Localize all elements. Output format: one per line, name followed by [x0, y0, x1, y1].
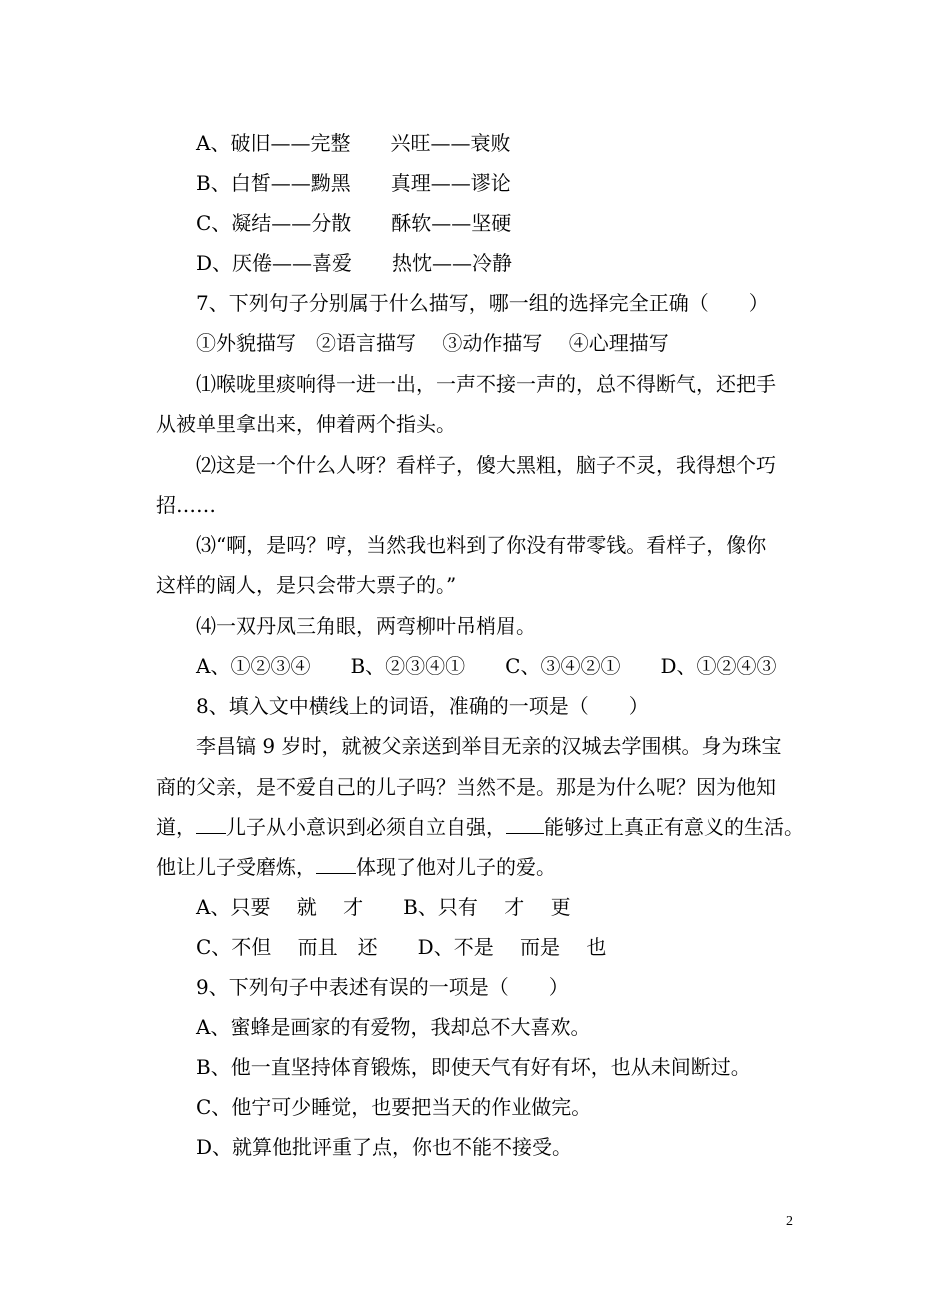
fill-blank-3 [316, 855, 356, 874]
q7-sentence-4: ⑷一双丹凤三角眼，两弯柳叶吊梢眉。 [196, 614, 536, 638]
q7-sentence-2: ⑵这是一个什么人呀？看样子，傻大黑粗，脑子不灵，我得想个巧 [196, 453, 776, 477]
q7-sentence-1-cont: 从被单里拿出来，伸着两个指头。 [156, 412, 456, 436]
q9-question: 9、下列句子中表述有误的一项是（ ） [196, 975, 569, 999]
q6-option-a: A、破旧——完整 兴旺——衰败 [196, 131, 511, 155]
q7-sentence-2-cont: 招…… [156, 493, 216, 517]
q8-text-segment: 他让儿子受磨炼， [156, 855, 316, 879]
q8-passage-line-3 [156, 815, 804, 839]
q6-option-d: D、厌倦——喜爱 热忱——冷静 [196, 251, 513, 275]
q8-text-segment: 能够过上真正有意义的生活。 [544, 815, 804, 839]
q8-passage-line-4 [156, 855, 556, 879]
q8-passage-line-2: 商的父亲，是不爱自己的儿子吗？当然不是。那是为什么呢？因为他知 [156, 775, 776, 799]
q7-description-types: ①外貌描写 ②语言描写 ③动作描写 ④心理描写 [196, 331, 669, 355]
q7-question: 7、下列句子分别属于什么描写，哪一组的选择完全正确（ ） [196, 291, 769, 315]
q8-text-segment: 体现了他对儿子的爱。 [356, 855, 556, 879]
q8-text-segment: 儿子从小意识到必须自立自强， [226, 815, 506, 839]
q9-option-d: D、就算他批评重了点，你也不能不接受。 [196, 1135, 573, 1159]
q8-question: 8、填入文中横线上的词语，准确的一项是（ ） [196, 694, 649, 718]
q7-options: A、①②③④ B、②③④① C、③④②① D、①②④③ [196, 654, 777, 678]
q9-option-a: A、蜜蜂是画家的有爱物，我却总不大喜欢。 [196, 1015, 591, 1039]
q9-option-c: C、他宁可少睡觉，也要把当天的作业做完。 [196, 1095, 592, 1119]
page-number: 2 [786, 1214, 793, 1229]
q7-sentence-1: ⑴喉咙里痰响得一进一出，一声不接一声的，总不得断气，还把手 [196, 372, 776, 396]
q6-option-c: C、凝结——分散 酥软——坚硬 [196, 211, 512, 235]
q6-option-b: B、白皙——黝黑 真理——谬论 [196, 171, 511, 195]
q8-text-segment: 道， [156, 815, 196, 839]
fill-blank-2 [506, 815, 544, 834]
fill-blank-1 [196, 815, 226, 834]
q8-options-ab: A、只要 就 才 B、只有 才 更 [196, 895, 571, 919]
q8-passage-line-1: 李昌镐 9 岁时，就被父亲送到举目无亲的汉城去学围棋。身为珠宝 [196, 734, 782, 758]
q8-options-cd: C、不但 而且 还 D、不是 而是 也 [196, 935, 607, 959]
q7-sentence-3: ⑶“啊，是吗？哼，当然我也料到了你没有带零钱。看样子，像你 [196, 533, 767, 557]
q7-sentence-3-cont: 这样的阔人，是只会带大票子的。” [156, 573, 457, 597]
q9-option-b: B、他一直坚持体育锻炼，即使天气有好有坏，也从未间断过。 [196, 1055, 751, 1079]
